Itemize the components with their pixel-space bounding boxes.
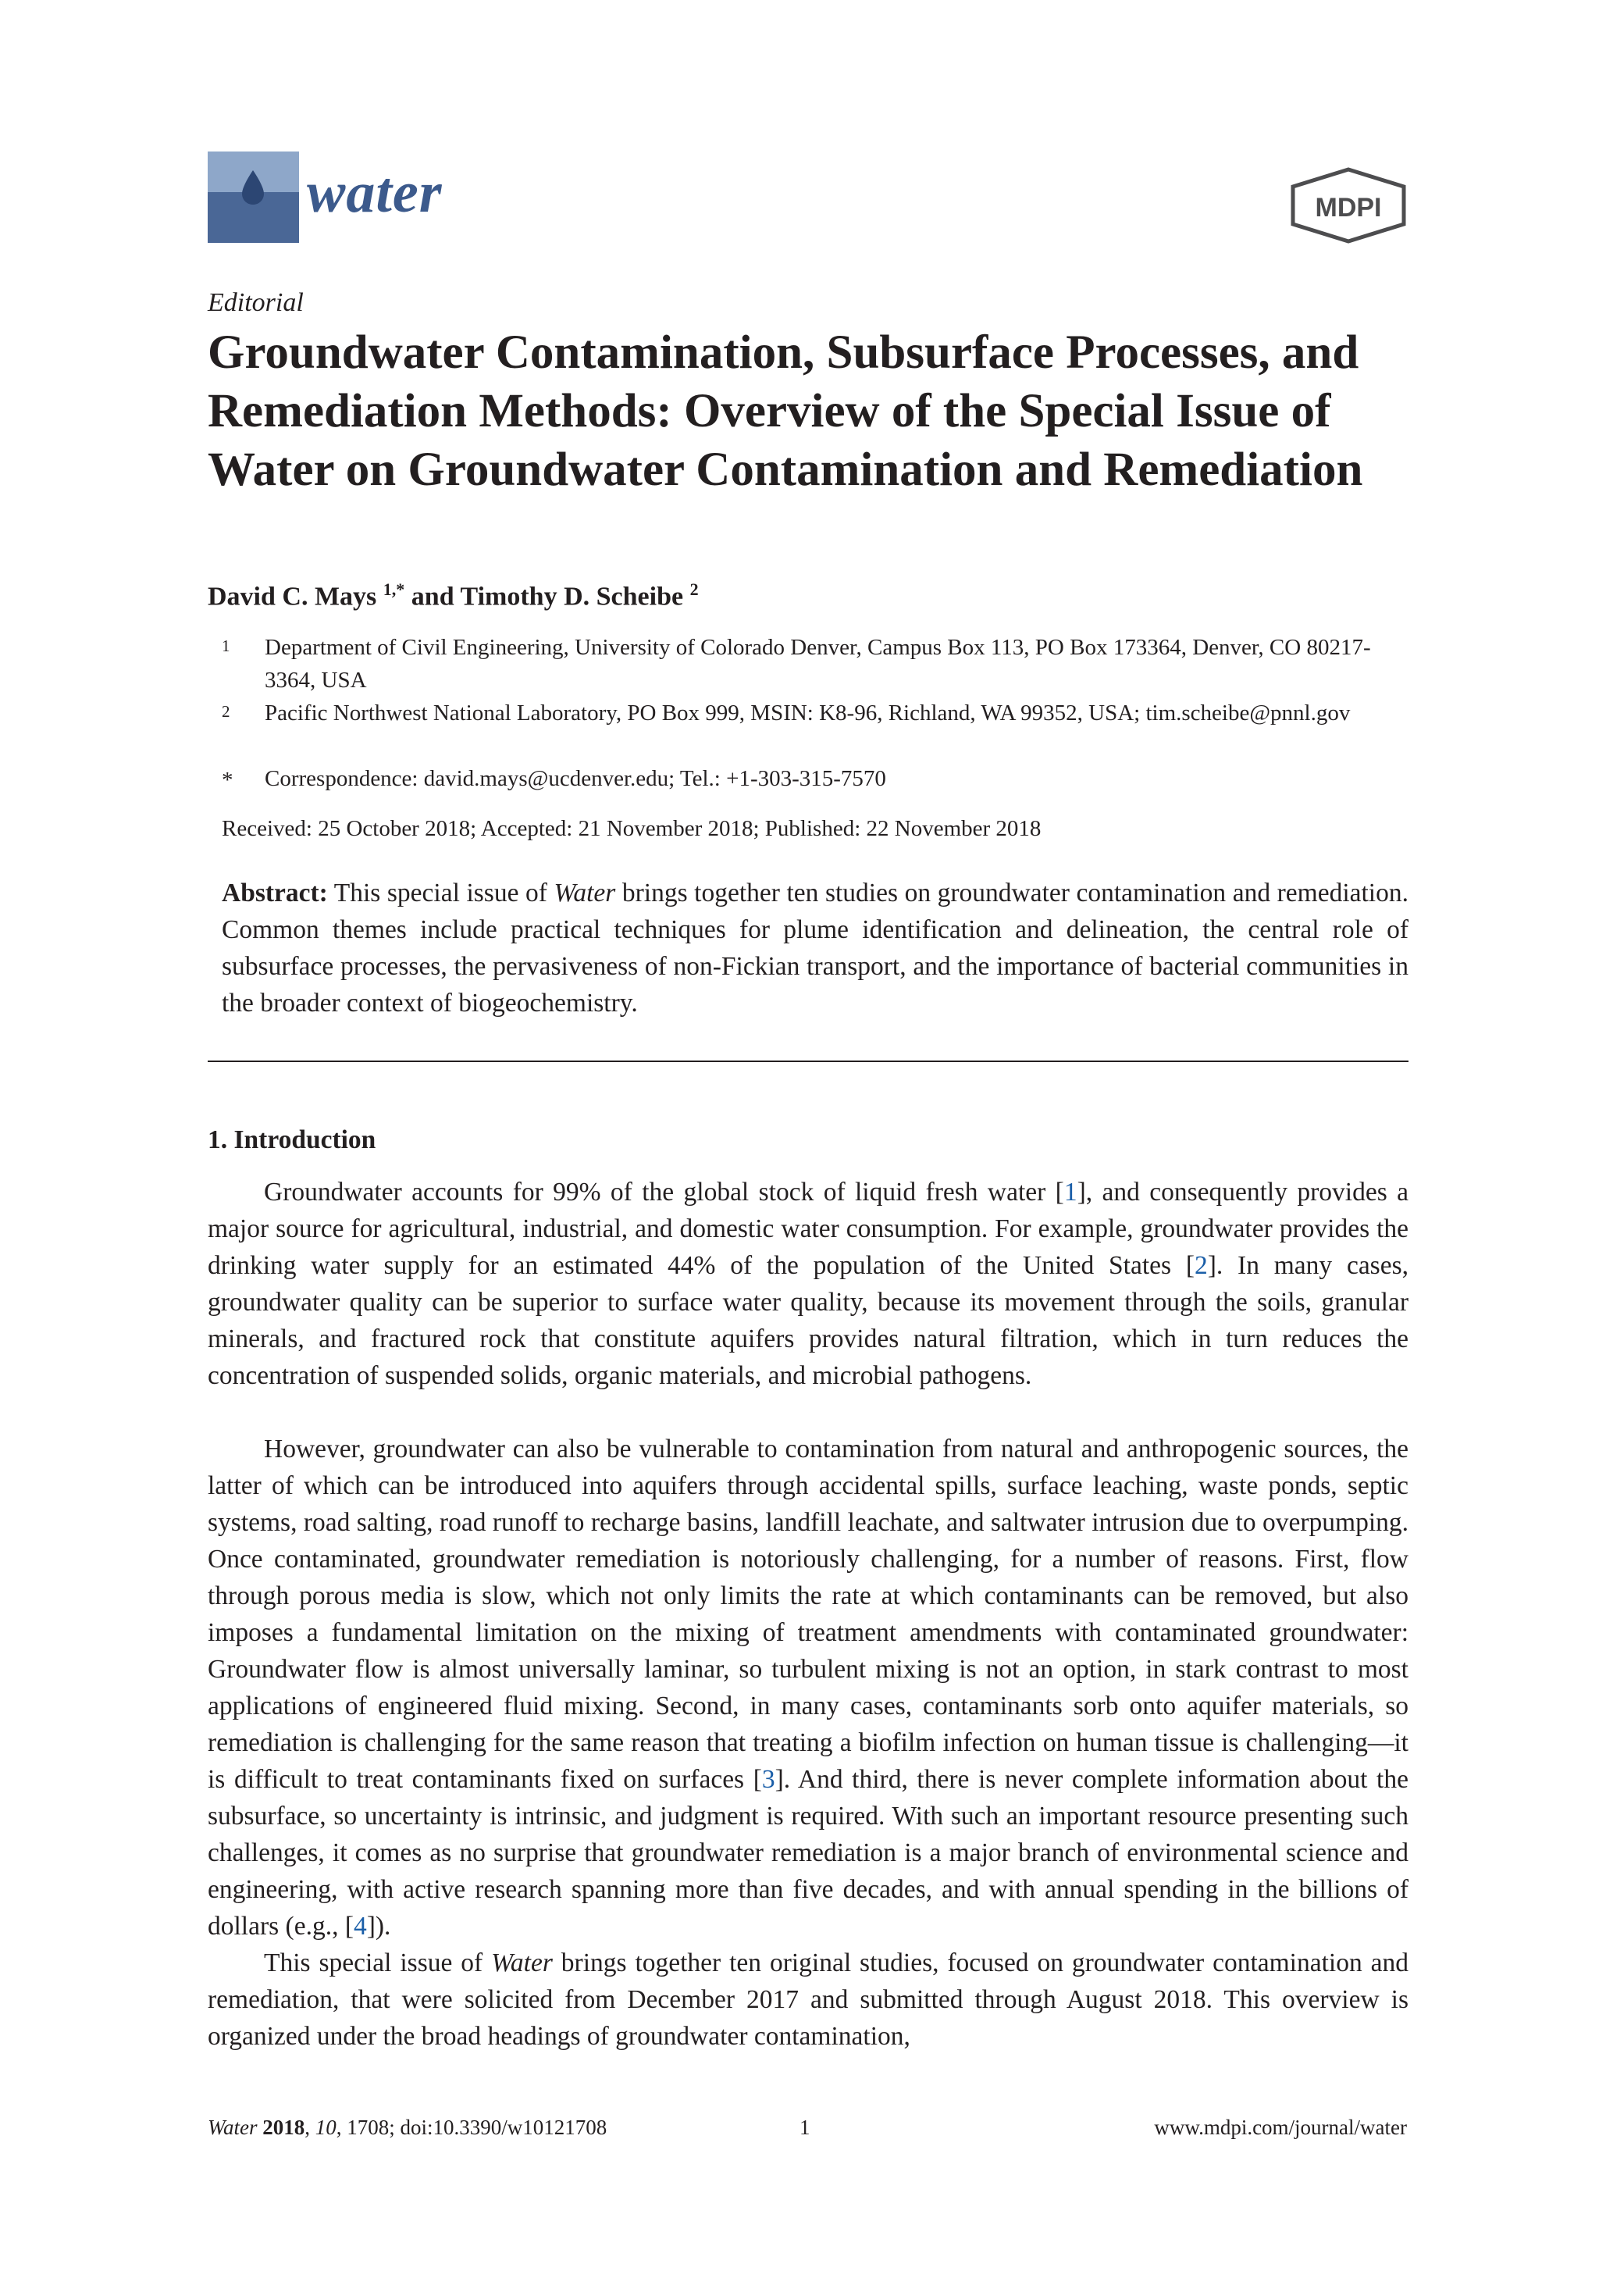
article-title: Groundwater Contamination, Subsurface Processes, and Remediation Methods: Overview of the Special Issue of Water on Groundwater Contamination and Remediation bbox=[208, 326, 1363, 496]
citation-link[interactable]: 2 bbox=[1194, 1251, 1208, 1280]
abstract-text: This special issue of bbox=[333, 879, 554, 907]
author-joiner: and bbox=[411, 582, 454, 611]
author-name: David C. Mays bbox=[208, 582, 377, 611]
section-heading: 1. Introduction bbox=[208, 1125, 376, 1154]
abstract-journal-italic: Water bbox=[554, 879, 616, 907]
publication-dates: Received: 25 October 2018; Accepted: 21 November 2018; Published: 22 November 2018 bbox=[222, 816, 1042, 841]
author-affiliation-mark: 1,* bbox=[383, 579, 405, 599]
citation-link[interactable]: 4 bbox=[353, 1912, 367, 1941]
abstract bbox=[222, 875, 1408, 1021]
body-paragraph bbox=[208, 1431, 1408, 1945]
paragraph-text: ]). bbox=[366, 1912, 391, 1941]
publisher-logo bbox=[1290, 167, 1407, 244]
footer-volume: 10 bbox=[315, 2116, 337, 2139]
footer-journal: Water bbox=[208, 2116, 258, 2139]
footer-citation: Water 2018, 10, 1708; doi:10.3390/w10121708 bbox=[208, 2116, 607, 2139]
footer-year: 2018 bbox=[262, 2116, 305, 2139]
page-number: 1 bbox=[800, 2116, 810, 2139]
paragraph-text: However, groundwater can also be vulnerable to contamination from natural and anthropogenic sources, the latter of which can be introduced into aquifers through accidental spills, surface leaching, waste ponds, septic systems, road salting, road runoff to recharge basins, landfill leachate, and saltwater intrusion due to overpumping. Once contaminated, groundwater remediation is notoriously challenging, for a number of reasons. First, flow through porous media is slow, which not only limits the rate at which contaminants can be removed, but also imposes a fundamental limitation on the mixing of treatment amendments with contaminated groundwater: Groundwater flow is almost universally laminar, so turbulent mixing is not an option, in stark contrast to most applications of engineered fluid mixing. Second, in many cases, contaminants sorb onto aquifer materials, so remediation is challenging for the same reason that treating a biofilm infection on human tissue is challenging—it is difficult to treat contaminants fixed on surfaces [ bbox=[208, 1435, 1408, 1794]
affiliation-mark: 2 bbox=[222, 702, 230, 721]
affiliation-mark: 1 bbox=[222, 636, 230, 655]
correspondence-text: Correspondence: david.mays@ucdenver.edu; Tel.: +1-303-315-7570 bbox=[265, 766, 886, 791]
paragraph-text: ], and consequently provides a major source for agricultural, industrial, and domestic water consumption. For example, groundwater provides the drinking water supply for an estimated 44% of the population of the United States [ bbox=[208, 1178, 1408, 1280]
body-paragraph bbox=[208, 1945, 1408, 2055]
abstract-text: brings together ten studies on groundwater contamination and remediation. Common themes include practical techniques for plume identification and delineation, the central role of subsurface processes, the pervasiveness of non-Fickian transport, and the importance of bacterial communities in the broader context of biogeochemistry. bbox=[222, 879, 1408, 1018]
author-affiliation-mark: 2 bbox=[689, 579, 699, 599]
section-divider bbox=[208, 1061, 1408, 1062]
journal-url[interactable]: www.mdpi.com/journal/water bbox=[1154, 2116, 1407, 2139]
affiliation-text: Pacific Northwest National Laboratory, PO Box 999, MSIN: K8-96, Richland, WA 99352, USA; tim.scheibe@pnnl.gov bbox=[265, 701, 1351, 726]
paragraph-text: Groundwater accounts for 99% of the global stock of liquid fresh water [ bbox=[264, 1178, 1064, 1207]
citation-link[interactable]: 3 bbox=[761, 1765, 775, 1794]
citation-link[interactable]: 1 bbox=[1063, 1178, 1077, 1207]
journal-logo bbox=[208, 152, 299, 243]
correspondence-mark: * bbox=[222, 768, 233, 793]
mdpi-logo-icon bbox=[1290, 167, 1407, 244]
journal-name: water bbox=[307, 161, 443, 225]
body-paragraph bbox=[208, 1174, 1408, 1394]
abstract-label: Abstract: bbox=[222, 879, 328, 907]
affiliation-text: Department of Civil Engineering, University of Colorado Denver, Campus Box 113, PO Box 173364, Denver, CO 80217-3364, USA bbox=[265, 635, 1371, 693]
journal-name-italic: Water bbox=[491, 1948, 553, 1977]
author-name: Timothy D. Scheibe bbox=[460, 582, 684, 611]
author-list bbox=[208, 579, 699, 613]
paragraph-text: brings together ten original studies, focused on groundwater contamination and remediation, that were solicited from December 2017 and submitted through August 2018. This overview is organized under the broad headings of groundwater contamination, bbox=[208, 1948, 1408, 2051]
water-drop-icon bbox=[208, 152, 299, 243]
article-type: Editorial bbox=[208, 288, 304, 317]
footer-doi: , 1708; doi:10.3390/w10121708 bbox=[336, 2116, 607, 2139]
mdpi-logo-text: MDPI bbox=[1315, 193, 1382, 223]
paragraph-text: ]. In many cases, groundwater quality can be superior to surface water quality, because its movement through the soils, granular minerals, and fractured rock that constitute aquifers provides natural filtration, which in turn reduces the concentration of suspended solids, organic materials, and microbial pathogens. bbox=[208, 1251, 1408, 1390]
paragraph-text: This special issue of bbox=[264, 1948, 492, 1977]
paragraph-text: ]. And third, there is never complete information about the subsurface, so uncertainty is intrinsic, and judgment is required. With such an important resource presenting such challenges, it comes as no surprise that groundwater remediation is a major branch of environmental science and engineering, with active research spanning more than five decades, and with annual spending in the billions of dollars (e.g., [ bbox=[208, 1765, 1408, 1941]
